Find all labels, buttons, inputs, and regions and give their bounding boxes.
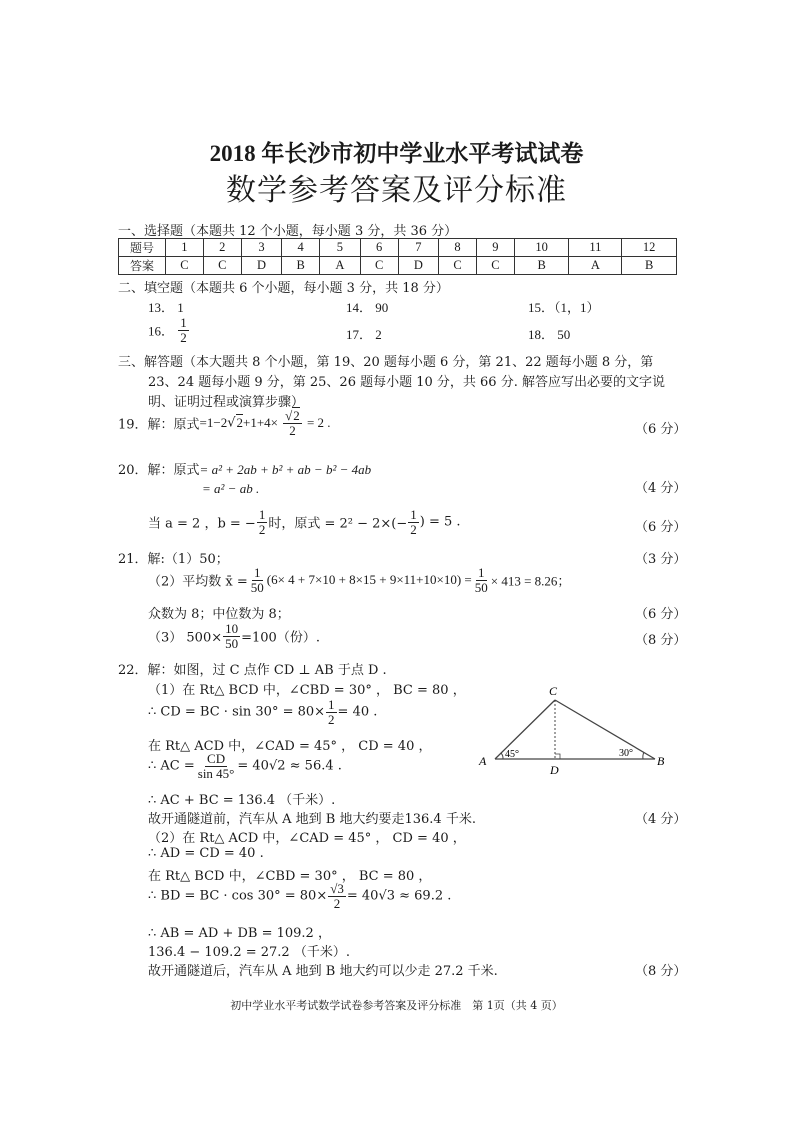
q22-score2: （8 分） xyxy=(635,964,687,979)
fill-item-16: 16． $\frac{1}{2}$ xyxy=(148,315,187,345)
answer-cell: A xyxy=(569,257,622,275)
q20-line3: 当 a = 2 ，b = − $\frac{1}{2}$ 时，原式 = 2² − 2×(− $\frac{1}{2}$ ) = 5 . xyxy=(148,507,461,537)
question-number-cell: 10 xyxy=(514,239,569,257)
q22-line2: （1）在 Rt△ BCD 中，∠CBD = 30° ， BC = 80 ， xyxy=(148,683,466,698)
table-row-numbers xyxy=(119,239,677,257)
angle-arc-B xyxy=(643,752,644,759)
table-row-answers xyxy=(119,257,677,275)
label-C: C xyxy=(549,684,558,698)
answer-cell: B xyxy=(282,257,320,275)
answer-cell: C xyxy=(166,257,204,275)
question-number-cell: 5 xyxy=(320,239,361,257)
section1-heading: 一、选择题（本题共 12 个小题，每小题 3 分，共 36 分） xyxy=(118,224,458,239)
q21-line1: 21．解:（1）50； xyxy=(118,552,229,567)
q20-score1: （4 分） xyxy=(635,481,687,496)
fill-item-15: 15．（1，1） xyxy=(528,300,600,315)
question-number-cell: 6 xyxy=(360,239,398,257)
fill-item-18: 18． 50 xyxy=(528,327,571,342)
q21-line4: （3） 500× $\frac{10}{50}$ =100（份）. xyxy=(148,621,320,651)
answer-cell: D xyxy=(241,257,282,275)
answer-cell: B xyxy=(622,257,677,275)
fill-item-13: 13． 1 xyxy=(148,300,184,315)
q22-line14: 故开通隧道后，汽车从 A 地到 B 地大约可以少走 27.2 千米. xyxy=(148,964,498,979)
q21-score2: （6 分） xyxy=(635,607,687,622)
page-footer: 初中学业水平考试数学试卷参考答案及评分标准 第 1页（共 4 页） xyxy=(230,999,563,1012)
q20-line2: = a² − ab . xyxy=(202,481,260,496)
answer-cell: C xyxy=(439,257,477,275)
triangle-figure xyxy=(475,680,675,775)
fill-item-14: 14． 90 xyxy=(346,300,389,315)
q22-line11: ∴ BD = BC · cos 30° = 80× $\frac{√3}{2}$ = 40√3 ≈ 69.2 . xyxy=(148,881,452,911)
q22-line6: ∴ AC + BC = 136.4 （千米）. xyxy=(148,793,336,808)
question-number-cell: 1 xyxy=(166,239,204,257)
q20-line1: 20．解：原式= a² + 2ab + b² + ab − b² − 4ab xyxy=(118,462,372,478)
angle-B-label: 30° xyxy=(619,748,633,759)
answer-table xyxy=(118,238,677,275)
label-B: B xyxy=(657,754,665,768)
q22-score1: （4 分） xyxy=(635,812,687,827)
answer-cell: C xyxy=(203,257,241,275)
q22-line13: 136.4 − 109.2 = 27.2 （千米）. xyxy=(148,945,350,960)
q22-line8: （2）在 Rt△ ACD 中，∠CAD = 45° ， CD = 40 ， xyxy=(148,831,466,846)
label-A: A xyxy=(479,754,487,768)
q21-score3: （8 分） xyxy=(635,633,687,648)
q21-line2: （2）平均数 x̄ = $\frac{1}{50}$ (6× 4 + 7×10 + 8×15 + 9×11+10×10) = $\frac{1}{50}$ × 413 = 8.26； xyxy=(148,565,571,595)
answer-cell: D xyxy=(398,257,439,275)
section3-heading-line3: 明、证明过程或演算步骤） xyxy=(148,395,305,410)
q22-line3: ∴ CD = BC · sin 30° = 80× $\frac{1}{2}$ = 40 . xyxy=(148,697,378,727)
question-number-cell: 2 xyxy=(203,239,241,257)
angle-A-label: 45° xyxy=(505,749,519,760)
q22-line10: 在 Rt△ BCD 中，∠CBD = 30° ， BC = 80 ， xyxy=(148,869,432,884)
q22-line7: 故开通隧道前，汽车从 A 地到 B 地大约要走136.4 千米. xyxy=(148,812,476,827)
question-number-cell: 7 xyxy=(398,239,439,257)
q19-score: （6 分） xyxy=(635,422,687,437)
q22-line9: ∴ AD = CD = 40 . xyxy=(148,846,264,861)
question-number-cell: 3 xyxy=(241,239,282,257)
q20-score2: （6 分） xyxy=(635,520,687,535)
q22-line1: 22．解：如图，过 C 点作 CD ⊥ AB 于点 D . xyxy=(118,663,387,678)
fill-item-17: 17． 2 xyxy=(346,327,382,342)
q19-solution: 19．解：原式=1−2√2+1+4× $\frac{√2}{2}$ = 2 . xyxy=(118,408,331,438)
document-subtitle: 数学参考答案及评分标准 xyxy=(226,173,567,208)
q21-score1: （3 分） xyxy=(635,552,687,567)
q22-line4: 在 Rt△ ACD 中，∠CAD = 45° ， CD = 40 ， xyxy=(148,739,432,754)
exam-title: 2018 年长沙市初中学业水平考试试卷 xyxy=(209,141,584,166)
answer-cell: B xyxy=(514,257,569,275)
question-number-cell: 4 xyxy=(282,239,320,257)
right-angle-mark xyxy=(555,754,560,759)
row-header-number: 题号 xyxy=(119,239,166,257)
q21-line3: 众数为 8；中位数为 8； xyxy=(148,607,290,622)
section2-heading: 二、填空题（本题共 6 个小题，每小题 3 分，共 18 分） xyxy=(118,281,449,296)
segment-AC xyxy=(495,700,555,759)
segment-BC xyxy=(555,700,655,759)
row-header-answer: 答案 xyxy=(119,257,166,275)
question-number-cell: 9 xyxy=(476,239,514,257)
q22-line12: ∴ AB = AD + DB = 109.2 ， xyxy=(148,926,331,941)
q22-line5: ∴ AC = $\frac{CD}{\sin 45^\circ}$ = 40√2 ≈ 56.4 . xyxy=(148,751,342,781)
section3-heading-line1: 三、解答题（本大题共 8 个小题，第 19、20 题每小题 6 分，第 21、22 题每小题 8 分，第 xyxy=(118,355,654,370)
question-number-cell: 8 xyxy=(439,239,477,257)
question-number-cell: 11 xyxy=(569,239,622,257)
section3-heading-line2: 23、24 题每小题 9 分，第 25、26 题每小题 10 分，共 66 分. 解答应写出必要的文字说 xyxy=(148,375,665,390)
question-number-cell: 12 xyxy=(622,239,677,257)
answer-cell: C xyxy=(360,257,398,275)
angle-arc-A xyxy=(501,753,503,759)
answer-cell: A xyxy=(320,257,361,275)
label-D: D xyxy=(550,763,559,775)
answer-cell: C xyxy=(476,257,514,275)
